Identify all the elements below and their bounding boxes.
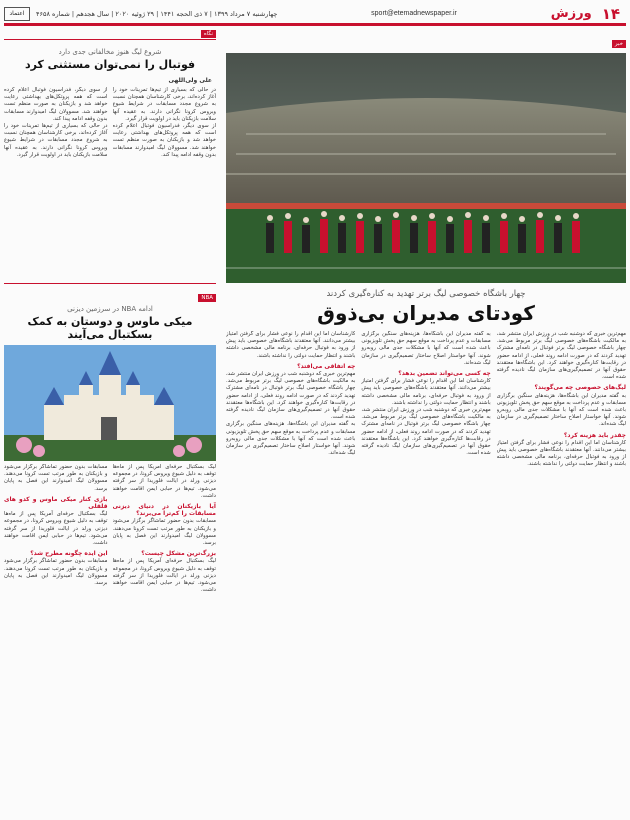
- main-column-3: [226, 331, 355, 797]
- nba-paragraph: مسابقات بدون حضور تماشاگر برگزار می‌شود و بازیکنان به طور مرتب تست کرونا می‌دهند. مسوولان لیگ امیدوارند این فصل به پایان برسد.: [112, 518, 216, 547]
- nba-subhead: بازی کنار میکی ماوس و کدو های قلقلی: [4, 495, 108, 511]
- header-right: [551, 5, 626, 23]
- main-paragraph: به گفته مدیران این باشگاه‌ها، هزینه‌های سنگین برگزاری مسابقات و عدم پرداخت به موقع سهم حق پخش تلویزیونی باعث شده است که آنها با مشکلات جدی مالی روبه‌رو شوند. آنها خواستار اصلاح ساختار تصمیم‌گیری در سازمان لیگ شده‌اند.: [361, 331, 491, 366]
- section-email[interactable]: sport@etemadnewspaper.ir: [371, 10, 457, 17]
- nba-paragraph: لیگ بسکتبال حرفه‌ای آمریکا پس از ماه‌ها توقف به دلیل شیوع ویروس کرونا، در مجموعه دیزنی ورلد در ایالت فلوریدا از سر گرفته می‌شود. تیم‌ها در حبابی ایمن اقامت خواهند داشت.: [4, 511, 108, 547]
- newspaper-logo: اعتماد: [4, 7, 30, 21]
- header-left: [4, 7, 277, 21]
- nba-subhead: این ایده چگونه مطرح شد؟: [30, 550, 108, 558]
- main-article: [226, 30, 626, 797]
- main-paragraph: کارشناسان اما این اقدام را نوعی فشار برای گرفتن امتیاز بیشتر می‌دانند. آنها معتقدند باشگاه‌های خصوصی باید پیش از ورود به فوتبال حرفه‌ای، برنامه مالی مشخصی داشته باشند و انتظار حمایت دولتی را نداشته باشند.: [496, 439, 626, 468]
- side-article: [4, 30, 216, 714]
- nba-column-2: [4, 464, 108, 714]
- side-paragraph: از سوی دیگر، فدراسیون فوتبال اعلام کرده است که همه پروتکل‌های بهداشتی رعایت خواهد شد و بازیکنان به صورت منظم تست خواهند شد. مسوولان لیگ امیدوارند مسابقات بدون وقفه ادامه پیدا کند.: [4, 87, 108, 122]
- side-column-1: [113, 87, 217, 277]
- main-paragraph: مهم‌ترین خبری که دوشنبه شب در ورزش ایران منتشر شد، به مالکیت باشگاه‌های خصوصی لیگ برتر مربوط می‌شد. چهار باشگاه خصوصی لیگ برتر فوتبال در نامه‌ای مشترک تهدید کردند که در صورت ادامه روند فعلی، از ادامه حضور در رقابت‌ها کناره‌گیری خواهند کرد. این باشگاه‌ها معتقدند حقوق آنها در تصمیم‌گیری‌های سازمان لیگ نادیده گرفته شده است.: [496, 331, 626, 381]
- main-headline: کودتای مدیران بی‌ذوق: [317, 301, 535, 325]
- nba-subhead: بزرگ‌ترین مشکل چیست؟: [141, 550, 216, 558]
- page-header: [4, 4, 626, 26]
- castle-photo: [4, 345, 216, 461]
- main-paragraph: مهم‌ترین خبری که دوشنبه شب در ورزش ایران منتشر شد، به مالکیت باشگاه‌های خصوصی لیگ برتر مربوط می‌شد. چهار باشگاه خصوصی لیگ برتر فوتبال در نامه‌ای مشترک تهدید کردند که در صورت ادامه روند فعلی، از ادامه حضور در رقابت‌ها کناره‌گیری خواهند کرد. این باشگاه‌ها معتقدند حقوق آنها در تصمیم‌گیری‌های سازمان لیگ نادیده گرفته شده است.: [226, 371, 356, 421]
- main-paragraph: کارشناسان اما این اقدام را نوعی فشار برای گرفتن امتیاز بیشتر می‌دانند. آنها معتقدند باشگاه‌های خصوصی باید پیش از ورود به فوتبال حرفه‌ای، برنامه مالی مشخصی داشته باشند و انتظار حمایت دولتی را نداشته باشند.: [361, 378, 491, 406]
- nba-kicker: ادامه NBA در سرزمین دیزنی: [67, 305, 153, 313]
- side-paragraph: از سوی دیگر، فدراسیون فوتبال اعلام کرده است که همه پروتکل‌های بهداشتی رعایت خواهد شد و بازیکنان به صورت منظم تست خواهند شد. مسوولان لیگ امیدوارند مسابقات بدون وقفه ادامه پیدا کند.: [112, 123, 216, 158]
- nba-paragraph: مسابقات بدون حضور تماشاگر برگزار می‌شود و بازیکنان به طور مرتب تست کرونا می‌دهند. مسوولان لیگ امیدوارند این فصل به پایان برسد.: [4, 558, 108, 587]
- main-paragraph: به گفته مدیران این باشگاه‌ها، هزینه‌های سنگین برگزاری مسابقات و عدم پرداخت به موقع سهم حق پخش تلویزیونی باعث شده است که آنها با مشکلات جدی مالی روبه‌رو شوند. آنها خواستار اصلاح ساختار تصمیم‌گیری در سازمان لیگ شده‌اند.: [496, 392, 626, 428]
- side-column-2: [4, 87, 108, 277]
- nba-paragraph: لیگ بسکتبال حرفه‌ای آمریکا پس از ماه‌ها توقف به دلیل شیوع ویروس کرونا، در مجموعه دیزنی ورلد در ایالت فلوریدا از سر گرفته می‌شود. تیم‌ها در حبابی ایمن اقامت خواهند داشت.: [112, 464, 216, 499]
- main-paragraph: کارشناسان اما این اقدام را نوعی فشار برای گرفتن امتیاز بیشتر می‌دانند. آنها معتقدند باشگاه‌های خصوصی باید پیش از ورود به فوتبال حرفه‌ای، برنامه مالی مشخصی داشته باشند و انتظار حمایت دولتی را نداشته باشند.: [226, 331, 356, 359]
- page-number: ۱۴: [601, 4, 620, 23]
- side-tag: نگاه: [201, 30, 216, 38]
- side-author: علی ولی‌اللهی: [168, 77, 212, 84]
- nba-paragraph: مسابقات بدون حضور تماشاگر برگزار می‌شود و بازیکنان به طور مرتب تست کرونا می‌دهند. مسوولان لیگ امیدوارند این فصل به پایان برسد.: [4, 464, 108, 492]
- nba-column-1: [113, 464, 217, 714]
- side-title: فوتبال را نمی‌توان مستثنی کرد: [24, 58, 196, 71]
- main-subhead: چه کسی می‌تواند تضمین بدهد؟: [398, 370, 491, 378]
- main-body-columns: [226, 331, 626, 797]
- main-kicker: چهار باشگاه خصوصی لیگ برتر تهدید به کناره‌گیری کردند: [326, 289, 526, 299]
- main-paragraph: مهم‌ترین خبری که دوشنبه شب در ورزش ایران منتشر شد، به مالکیت باشگاه‌های خصوصی لیگ برتر مربوط می‌شد. چهار باشگاه خصوصی لیگ برتر فوتبال در نامه‌ای مشترک تهدید کردند که در صورت ادامه روند فعلی، از ادامه حضور در رقابت‌ها کناره‌گیری خواهند کرد. این باشگاه‌ها معتقدند حقوق آنها در تصمیم‌گیری‌های سازمان لیگ نادیده گرفته شده است.: [361, 407, 491, 457]
- nba-article: [4, 283, 216, 714]
- main-column-2: [361, 331, 490, 797]
- section-name: ورزش: [550, 6, 592, 21]
- nba-tag: NBA: [198, 294, 216, 302]
- main-subhead: چه اتفاقی می‌افتد؟: [297, 362, 356, 370]
- nba-subhead: آیا بازیکنان در دنیای دیزنی مسابقات را کم‌ترا می‌برند؟: [112, 503, 216, 518]
- nba-title: میکی ماوس و دوستان به کمک بسکتبال می‌آیند: [27, 315, 193, 341]
- side-paragraph: در حالی که بسیاری از تیم‌ها تمرینات خود را آغاز کرده‌اند، برخی کارشناسان همچنان نسبت به شروع مجدد مسابقات در شرایط شیوع ویروس کرونا نگرانی دارند. به عقیده آنها سلامت بازیکنان باید در اولویت قرار گیرد.: [4, 123, 108, 158]
- main-tag: خبر: [612, 40, 626, 48]
- main-paragraph: به گفته مدیران این باشگاه‌ها، هزینه‌های سنگین برگزاری مسابقات و عدم پرداخت به موقع سهم حق پخش تلویزیونی باعث شده است که آنها با مشکلات جدی مالی روبه‌رو شوند. آنها خواستار اصلاح ساختار تصمیم‌گیری در سازمان لیگ شده‌اند.: [226, 421, 356, 457]
- side-body-columns: [4, 87, 216, 277]
- side-paragraph: در حالی که بسیاری از تیم‌ها تمرینات خود را آغاز کرده‌اند، برخی کارشناسان همچنان نسبت به شروع مجدد مسابقات در شرایط شیوع ویروس کرونا نگرانی دارند. به عقیده آنها سلامت بازیکنان باید در اولویت قرار گیرد.: [112, 87, 216, 122]
- main-subhead: لیگ‌های خصوصی چه می‌گویند؟: [534, 384, 626, 392]
- castle-image: [4, 345, 216, 461]
- side-head: [4, 30, 216, 40]
- main-column-1: [497, 331, 626, 797]
- stadium-image: [226, 53, 626, 283]
- nba-body-columns: [4, 464, 216, 714]
- nba-paragraph: لیگ بسکتبال حرفه‌ای آمریکا پس از ماه‌ها توقف به دلیل شیوع ویروس کرونا، در مجموعه دیزنی ورلد در ایالت فلوریدا از سر گرفته می‌شود. تیم‌ها در حبابی ایمن اقامت خواهند داشت.: [112, 558, 216, 594]
- issue-line: چهارشنبه ۷ مرداد ۱۳۹۹ | ۷ ذی الحجه ۱۴۴۱ | ۲۹ ژوئیه ۲۰۲۰ | سال هجدهم | شماره ۴۶۵۸: [36, 9, 278, 18]
- side-kicker: شروع لیگ هنوز مخالفانی جدی دارد: [58, 48, 162, 56]
- main-subhead: چقدر باید هزینه کرد؟: [563, 431, 626, 439]
- stadium-photo: [226, 53, 626, 283]
